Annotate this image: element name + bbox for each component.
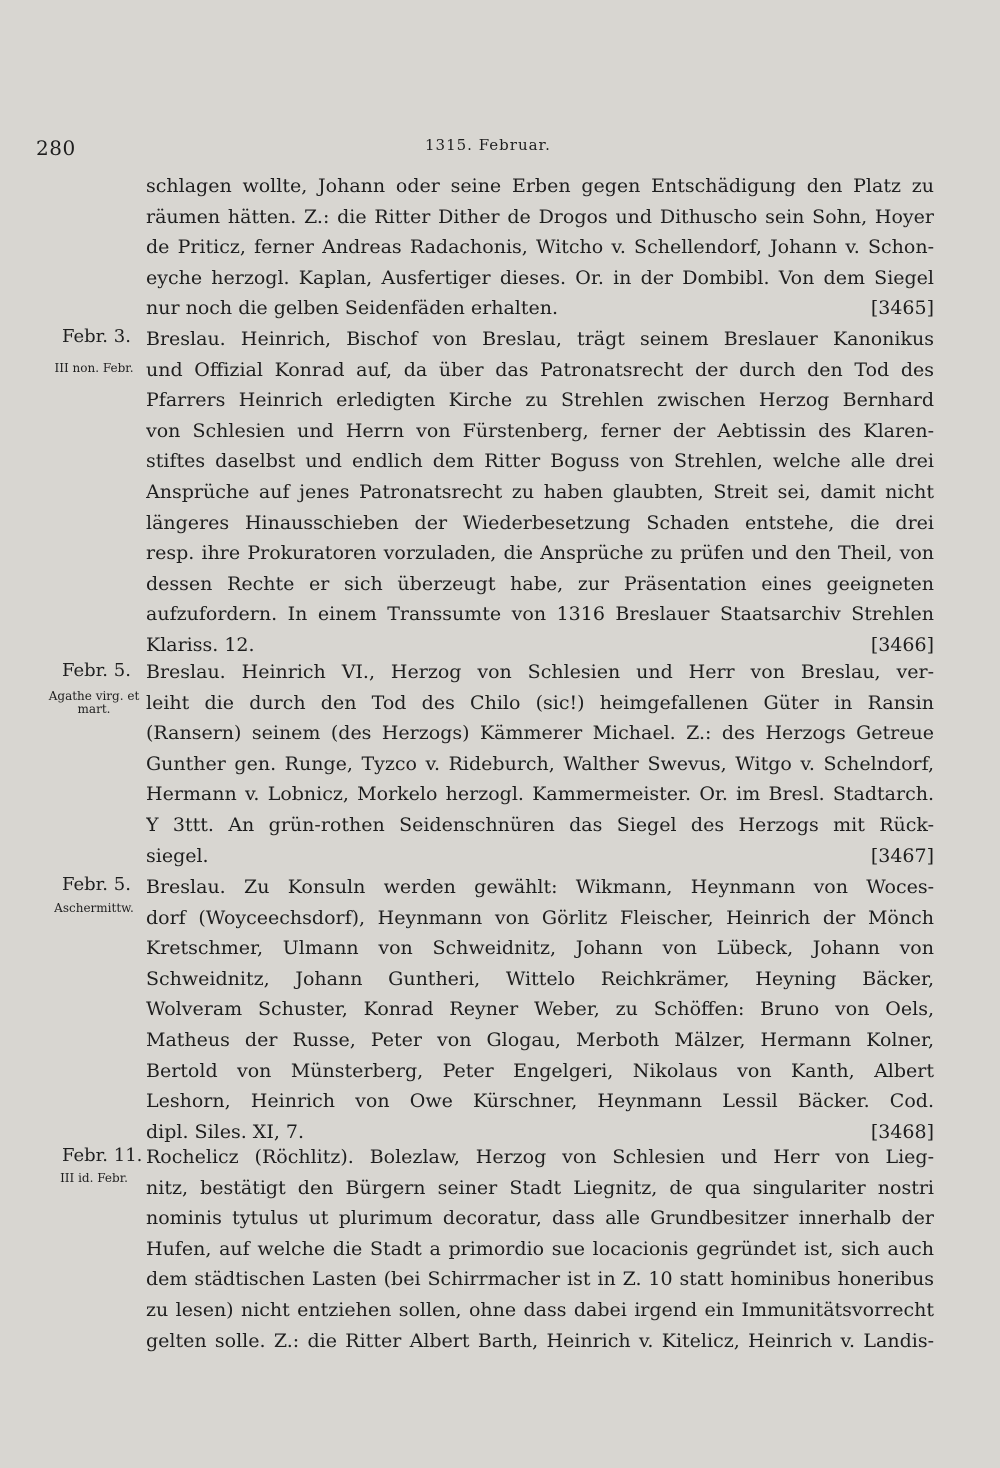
entry-line: Kretschmer, Ulmann von Schweidnitz, Johann von Lübeck, Johann von	[146, 937, 934, 960]
entry-line: Breslau. Heinrich VI., Herzog von Schlesien und Herr von Breslau, ver-	[146, 661, 934, 683]
entry-line: Matheus der Russe, Peter von Glogau, Merboth Mälzer, Hermann Kolner,	[146, 1028, 934, 1051]
entry-line: schlagen wollte, Johann oder seine Erben gegen Entschädigung den Platz zu	[146, 175, 934, 197]
entry-number: [3467]	[870, 844, 934, 867]
entry-line: nominis tytulus ut plurimum decoratur, dass alle Grundbesitzer innerhalb der	[146, 1207, 934, 1230]
entry-line: Y 3ttt. An grün-rothen Seidenschnüren das Siegel des Herzogs mit Rück-	[146, 813, 934, 836]
entry-line: (Ransern) seinem (des Herzogs) Kämmerer Michael. Z.: des Herzogs Getreue	[146, 722, 934, 745]
margin-date: Febr. 5.	[62, 874, 131, 895]
entry-3466	[146, 324, 934, 661]
entry-line: aufzufordern. In einem Transsumte von 1316 Breslauer Staatsarchiv Strehlen	[146, 603, 934, 626]
entry-line: leiht die durch den Tod des Chilo (sic!) heimgefallenen Güter in Ransin	[146, 691, 934, 714]
entry-line: nitz, bestätigt den Bürgern seiner Stadt Liegnitz, de qua singulariter nostri	[146, 1176, 934, 1199]
entry-line-last	[146, 841, 934, 872]
entry-3468	[146, 872, 934, 1147]
entry-line: dem städtischen Lasten (bei Schirrmacher ist in Z. 10 statt hominibus honeribus	[146, 1268, 934, 1291]
entry-number: [3466]	[870, 633, 934, 656]
entry-line-last	[146, 293, 934, 324]
entry-line: Hermann v. Lobnicz, Morkelo herzogl. Kammermeister. Or. im Bresl. Stadtarch.	[146, 783, 934, 806]
entry-line: längeres Hinausschieben der Wiederbesetzung Schaden entstehe, die drei	[146, 511, 934, 534]
entry-number: [3468]	[870, 1120, 934, 1143]
entry-line: Leshorn, Heinrich von Owe Kürschner, Heynmann Lessil Bäcker. Cod.	[146, 1090, 934, 1113]
entry-line: Ansprüche auf jenes Patronatsrecht zu haben glaubten, Streit sei, damit nicht	[146, 480, 934, 503]
entry-line: zu lesen) nicht entziehen sollen, ohne dass dabei irgend ein Immunitätsvorrecht	[146, 1298, 934, 1321]
margin-date: Febr. 11.	[62, 1145, 143, 1166]
margin-day: III id. Febr.	[60, 1171, 128, 1185]
page-number: 280	[36, 136, 76, 160]
entry-line: stiftes daselbst und endlich dem Ritter Boguss von Strehlen, welche alle drei	[146, 450, 934, 473]
entry-3469	[146, 1142, 934, 1356]
entry-line: resp. ihre Prokuratoren vorzuladen, die Ansprüche zu prüfen und den Theil, von	[146, 542, 934, 565]
entry-line: Breslau. Zu Konsuln werden gewählt: Wikmann, Heynmann von Woces-	[146, 876, 934, 898]
running-head: 1315. Februar.	[425, 136, 551, 154]
entry-line-text: nur noch die gelben Seidenfäden erhalten.	[146, 297, 559, 320]
entry-line: Pfarrers Heinrich erledigten Kirche zu Strehlen zwischen Herzog Bernhard	[146, 389, 934, 412]
entry-line: Wolveram Schuster, Konrad Reyner Weber, zu Schöffen: Bruno von Oels,	[146, 998, 934, 1021]
margin-day: Agathe virg. et mart.	[48, 689, 140, 716]
entry-line: dorf (Woyceechsdorf), Heynmann von Görlitz Fleischer, Heinrich der Mönch	[146, 906, 934, 929]
entry-3465	[146, 171, 934, 324]
entry-line: Hufen, auf welche die Stadt a primordio sue locacionis gegründet ist, sich auch	[146, 1237, 934, 1260]
entry-line: Schweidnitz, Johann Guntheri, Wittelo Reichkrämer, Heyning Bäcker,	[146, 967, 934, 990]
margin-day: Aschermittw.	[54, 901, 134, 915]
entry-line-text: Klariss. 12.	[146, 633, 255, 656]
entry-line-last	[146, 630, 934, 661]
entry-3467	[146, 657, 934, 871]
entry-line: Breslau. Heinrich, Bischof von Breslau, trägt seinem Breslauer Kanonikus	[146, 328, 934, 350]
entry-line: und Offizial Konrad auf, da über das Patronatsrecht der durch den Tod des	[146, 358, 934, 381]
entry-line: Rochelicz (Röchlitz). Bolezlaw, Herzog von Schlesien und Herr von Lieg-	[146, 1146, 934, 1168]
margin-day: III non. Febr.	[54, 361, 134, 375]
entry-number: [3465]	[870, 297, 934, 320]
margin-date: Febr. 5.	[62, 660, 131, 681]
entry-line: dessen Rechte er sich überzeugt habe, zur Präsentation eines geeigneten	[146, 572, 934, 595]
entry-line: Bertold von Münsterberg, Peter Engelgeri, Nikolaus von Kanth, Albert	[146, 1059, 934, 1082]
entry-line: Gunther gen. Runge, Tyzco v. Rideburch, Walther Swevus, Witgo v. Schelndorf,	[146, 752, 934, 775]
entry-line: gelten solle. Z.: die Ritter Albert Barth, Heinrich v. Kitelicz, Heinrich v. Landis-	[146, 1329, 934, 1352]
entry-line: von Schlesien und Herrn von Fürstenberg, ferner der Aebtissin des Klaren-	[146, 419, 934, 442]
margin-date: Febr. 3.	[62, 326, 131, 347]
entry-line: de Priticz, ferner Andreas Radachonis, Witcho v. Schellendorf, Johann v. Schon-	[146, 236, 934, 259]
entry-line: eyche herzogl. Kaplan, Ausfertiger dieses. Or. in der Dombibl. Von dem Siegel	[146, 266, 934, 289]
entry-line-text: dipl. Siles. XI, 7.	[146, 1120, 305, 1143]
entry-line: räumen hätten. Z.: die Ritter Dither de Drogos und Dithuscho sein Sohn, Hoyer	[146, 205, 934, 228]
entry-line-text: siegel.	[146, 844, 209, 867]
